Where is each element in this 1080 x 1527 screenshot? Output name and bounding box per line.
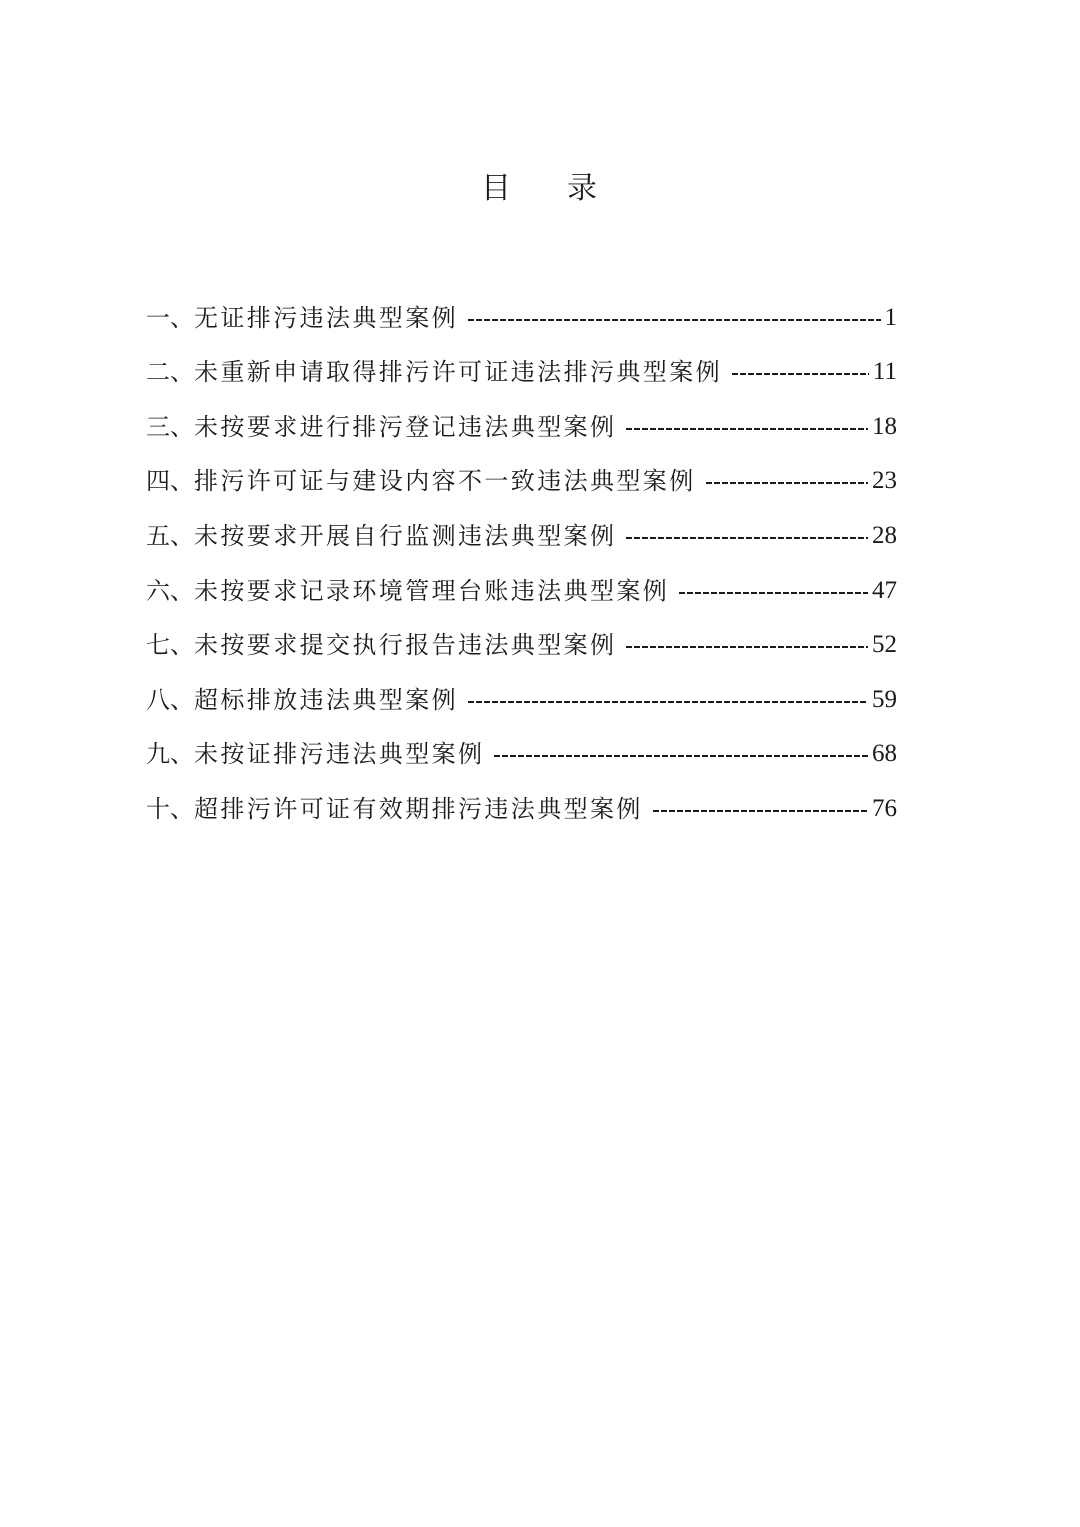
toc-entry-title: 未按要求进行排污登记违法典型案例 [194, 412, 617, 441]
dot-leader [653, 810, 868, 812]
toc-entry[interactable] [146, 657, 897, 712]
toc-entry[interactable] [146, 766, 897, 821]
toc-entry[interactable] [146, 548, 897, 603]
toc-entry-page: 28 [872, 521, 897, 549]
toc-entry[interactable] [146, 384, 897, 439]
dot-leader [626, 537, 868, 539]
page-title [0, 163, 1080, 207]
toc-entry[interactable] [146, 275, 897, 330]
toc-entry-number: 七、 [146, 631, 194, 660]
toc-entry-title: 无证排污违法典型案例 [194, 303, 458, 332]
toc-entry-page: 76 [872, 794, 897, 822]
title-char-1: 目 [481, 171, 513, 206]
toc-entry-number: 四、 [146, 467, 194, 496]
dot-leader [626, 428, 868, 430]
toc-entry-page: 23 [872, 467, 897, 495]
toc-entry-title: 未按要求开展自行监测违法典型案例 [194, 521, 617, 550]
toc-entry[interactable] [146, 493, 897, 548]
toc-entry-page: 68 [872, 740, 897, 768]
toc-entry-title: 超排污许可证有效期排污违法典型案例 [194, 794, 643, 823]
toc-entry-page: 59 [872, 685, 897, 713]
toc-entry-number: 十、 [146, 794, 194, 823]
toc-entry-number: 三、 [146, 412, 194, 441]
toc-entry-page: 18 [872, 412, 897, 440]
dot-leader [494, 755, 868, 757]
toc-entry-title: 未按要求记录环境管理台账违法典型案例 [194, 576, 670, 605]
dot-leader [468, 701, 868, 703]
title-char-2: 录 [567, 171, 599, 206]
dot-leader [468, 319, 881, 321]
toc-entry-title: 未按证排污违法典型案例 [194, 740, 485, 769]
toc-entry[interactable] [146, 439, 897, 494]
toc-entry-page: 11 [872, 358, 897, 386]
toc-entry-page: 52 [872, 631, 897, 659]
toc-entry-number: 六、 [146, 576, 194, 605]
toc-entry-title: 排污许可证与建设内容不一致违法典型案例 [194, 467, 696, 496]
toc-entry-number: 一、 [146, 303, 194, 332]
dot-leader [732, 373, 869, 375]
toc-entry-title: 未按要求提交执行报告违法典型案例 [194, 631, 617, 660]
toc-entry-number: 二、 [146, 358, 194, 387]
toc-entry-number: 八、 [146, 685, 194, 714]
toc-entry-page: 1 [884, 303, 897, 331]
toc-entry[interactable] [146, 712, 897, 767]
toc-entry[interactable] [146, 330, 897, 385]
toc-entry-title: 未重新申请取得排污许可证违法排污典型案例 [194, 358, 722, 387]
dot-leader [706, 482, 868, 484]
toc-entry[interactable] [146, 603, 897, 658]
dot-leader [679, 592, 868, 594]
toc-entry-number: 五、 [146, 521, 194, 550]
toc-entry-title: 超标排放违法典型案例 [194, 685, 458, 714]
dot-leader [626, 646, 868, 648]
toc-entry-page: 47 [872, 576, 897, 604]
toc-entry-number: 九、 [146, 740, 194, 769]
table-of-contents [146, 275, 897, 821]
